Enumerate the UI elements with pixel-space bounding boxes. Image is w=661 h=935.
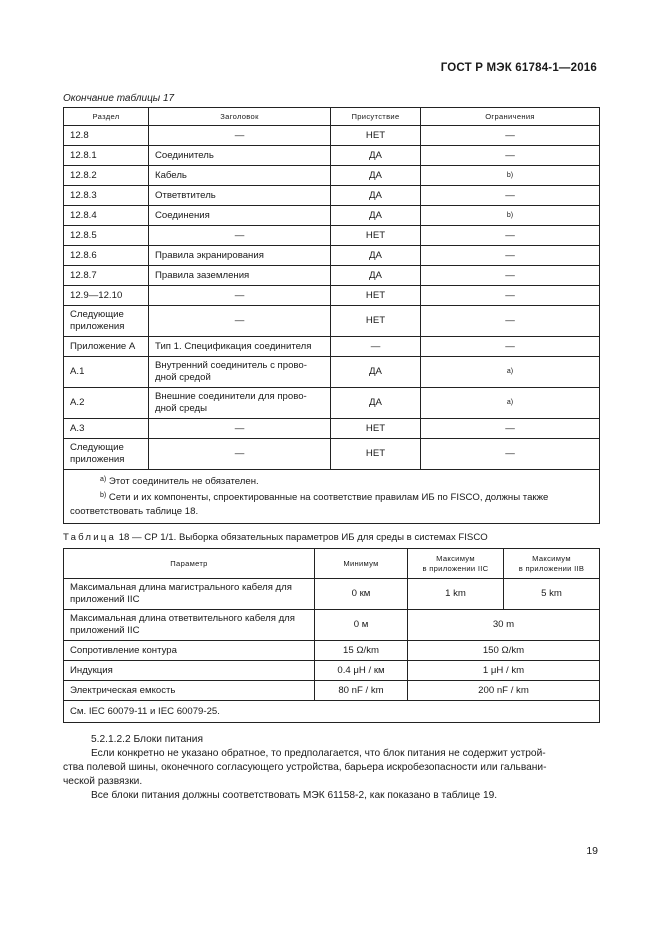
presence-cell: ДА	[331, 357, 421, 388]
col-header-max-iib	[504, 549, 600, 579]
table-row	[64, 337, 600, 357]
title-cell: Ответвтитель	[149, 186, 331, 206]
title-cell: —	[149, 226, 331, 246]
limits-cell: —	[421, 226, 600, 246]
note-a-text: Этот соединитель не обязателен.	[108, 476, 259, 487]
col-header-parameter: Параметр	[64, 549, 315, 579]
title-cell: —	[149, 126, 331, 146]
table-row	[64, 166, 600, 186]
limits-cell: —	[421, 266, 600, 286]
title-cell: Внешние соединители для прово-дной среды	[149, 388, 331, 419]
table18-caption-text: 18 — СР 1/1. Выборка обязательных параметров ИБ для среды в системах FISCO	[118, 532, 488, 543]
note-a-mark: a)	[100, 476, 107, 483]
presence-cell: НЕТ	[331, 126, 421, 146]
note-b-mark: b)	[100, 492, 107, 499]
min-cell: 80 nF / km	[315, 681, 408, 701]
title-cell: —	[149, 286, 331, 306]
presence-cell: НЕТ	[331, 419, 421, 439]
paragraph-line: Если конкретно не указано обратное, то предполагается, что блок питания не содержит устрой-	[91, 748, 546, 759]
section-heading: 5.2.1.2.2 Блоки питания	[91, 734, 204, 745]
table18-footnote: См. IEC 60079-11 и IEC 60079-25.	[64, 701, 600, 723]
table-row	[64, 388, 600, 419]
param-cell: Максимальная длина магистрального кабеля для приложений IIC	[64, 579, 315, 610]
col-header-max-iib-line1: Максимум	[532, 553, 571, 563]
param-cell: Сопротивление контура	[64, 641, 315, 661]
section-cell: 12.8.2	[64, 166, 149, 186]
section-cell: А.3	[64, 419, 149, 439]
section-cell: 12.8.3	[64, 186, 149, 206]
table17-caption: Окончание таблицы 17	[63, 93, 175, 104]
title-cell: Тип 1. Спецификация соединителя	[149, 337, 331, 357]
section-cell: 12.8.1	[64, 146, 149, 166]
table-row	[64, 266, 600, 286]
limits-cell: —	[421, 186, 600, 206]
min-cell: 15 Ω/km	[315, 641, 408, 661]
section-cell: А.1	[64, 357, 149, 388]
title-cell: Правила заземления	[149, 266, 331, 286]
table17	[63, 107, 600, 524]
table-row	[64, 246, 600, 266]
presence-cell: ДА	[331, 186, 421, 206]
col-header-max-iic	[408, 549, 504, 579]
min-cell: 0 м	[315, 610, 408, 641]
table17-header-row	[64, 108, 600, 126]
limits-cell: —	[421, 286, 600, 306]
table-row	[64, 439, 600, 470]
presence-cell: ДА	[331, 146, 421, 166]
col-header-title: Заголовок	[149, 108, 331, 126]
document-code: ГОСТ Р МЭК 61784-1—2016	[440, 62, 597, 74]
table18-caption-label: Таблица	[63, 532, 117, 543]
note-b-text: Сети и их компоненты, спроектированные на соответствие правилам ИБ по FISCO, должны также соответствовать таблице 18.	[70, 492, 549, 517]
presence-cell: —	[331, 337, 421, 357]
title-cell: Правила экранирования	[149, 246, 331, 266]
col-header-max-iib-line2: в приложении IIB	[518, 563, 585, 573]
section-cell: 12.8.6	[64, 246, 149, 266]
page-number: 19	[586, 845, 598, 857]
table17-notes-row	[64, 470, 600, 524]
section-cell: 12.8	[64, 126, 149, 146]
table-row	[64, 610, 600, 641]
section-cell: 12.8.4	[64, 206, 149, 226]
table18	[63, 548, 600, 723]
presence-cell: НЕТ	[331, 286, 421, 306]
limits-cell: —	[421, 337, 600, 357]
col-header-minimum: Минимум	[315, 549, 408, 579]
limits-cell: a)	[421, 357, 600, 388]
max-cell: 150 Ω/km	[408, 641, 600, 661]
section-cell: 12.8.7	[64, 266, 149, 286]
table-row	[64, 146, 600, 166]
table-row	[64, 701, 600, 723]
title-cell: —	[149, 306, 331, 337]
max-cell: 30 m	[408, 610, 600, 641]
title-cell: —	[149, 419, 331, 439]
section-cell: Следующие приложения	[64, 439, 149, 470]
presence-cell: НЕТ	[331, 306, 421, 337]
section-cell: Следующие приложения	[64, 306, 149, 337]
table-row	[64, 186, 600, 206]
min-cell: 0.4 μH / км	[315, 661, 408, 681]
table-row	[64, 126, 600, 146]
limits-cell: b)	[421, 166, 600, 186]
param-cell: Электрическая емкость	[64, 681, 315, 701]
col-header-max-iic-line2: в приложении IIC	[422, 563, 489, 573]
param-cell: Максимальная длина ответвительного кабеля для приложений IIC	[64, 610, 315, 641]
min-cell: 0 км	[315, 579, 408, 610]
table-row	[64, 357, 600, 388]
limits-cell: —	[421, 126, 600, 146]
paragraph-power-supplies	[63, 747, 603, 789]
presence-cell: ДА	[331, 166, 421, 186]
presence-cell: НЕТ	[331, 226, 421, 246]
col-header-limits: Ограничения	[421, 108, 600, 126]
limits-cell: —	[421, 439, 600, 470]
table-row	[64, 419, 600, 439]
max-iic-cell: 1 km	[408, 579, 504, 610]
paragraph-line: ства полевой шины, оконечного согласующего устройства, барьера искробезопасности или гальвани-	[63, 762, 547, 773]
col-header-max-iic-line1: Максимум	[436, 553, 475, 563]
presence-cell: НЕТ	[331, 439, 421, 470]
table17-notes	[64, 470, 600, 524]
table18-caption	[63, 532, 488, 543]
limits-cell: —	[421, 146, 600, 166]
table-row	[64, 641, 600, 661]
limits-cell: —	[421, 419, 600, 439]
title-cell: Внутренний соединитель с прово-дной средой	[149, 357, 331, 388]
section-cell: А.2	[64, 388, 149, 419]
max-cell: 200 nF / km	[408, 681, 600, 701]
col-header-presence: Присутствие	[331, 108, 421, 126]
max-cell: 1 μH / km	[408, 661, 600, 681]
limits-cell: —	[421, 246, 600, 266]
limits-cell: b)	[421, 206, 600, 226]
note-a	[70, 473, 593, 489]
title-cell: Кабель	[149, 166, 331, 186]
section-cell: Приложение А	[64, 337, 149, 357]
paragraph-compliance: Все блоки питания должны соответствовать МЭК 61158-2, как показано в таблице 19.	[91, 790, 498, 801]
table-row	[64, 226, 600, 246]
param-cell: Индукция	[64, 661, 315, 681]
table-row	[64, 206, 600, 226]
limits-cell: —	[421, 306, 600, 337]
table-row	[64, 579, 600, 610]
table-row	[64, 681, 600, 701]
title-cell: Соединения	[149, 206, 331, 226]
title-cell: Соединитель	[149, 146, 331, 166]
presence-cell: ДА	[331, 206, 421, 226]
limits-cell: a)	[421, 388, 600, 419]
table-row	[64, 661, 600, 681]
section-cell: 12.8.5	[64, 226, 149, 246]
presence-cell: ДА	[331, 246, 421, 266]
title-cell: —	[149, 439, 331, 470]
paragraph-line: ческой развязки.	[63, 776, 143, 787]
table-row	[64, 286, 600, 306]
section-cell: 12.9—12.10	[64, 286, 149, 306]
col-header-section: Раздел	[64, 108, 149, 126]
table-row	[64, 306, 600, 337]
table18-header-row	[64, 549, 600, 579]
note-b	[70, 489, 593, 519]
presence-cell: ДА	[331, 388, 421, 419]
max-iib-cell: 5 km	[504, 579, 600, 610]
presence-cell: ДА	[331, 266, 421, 286]
